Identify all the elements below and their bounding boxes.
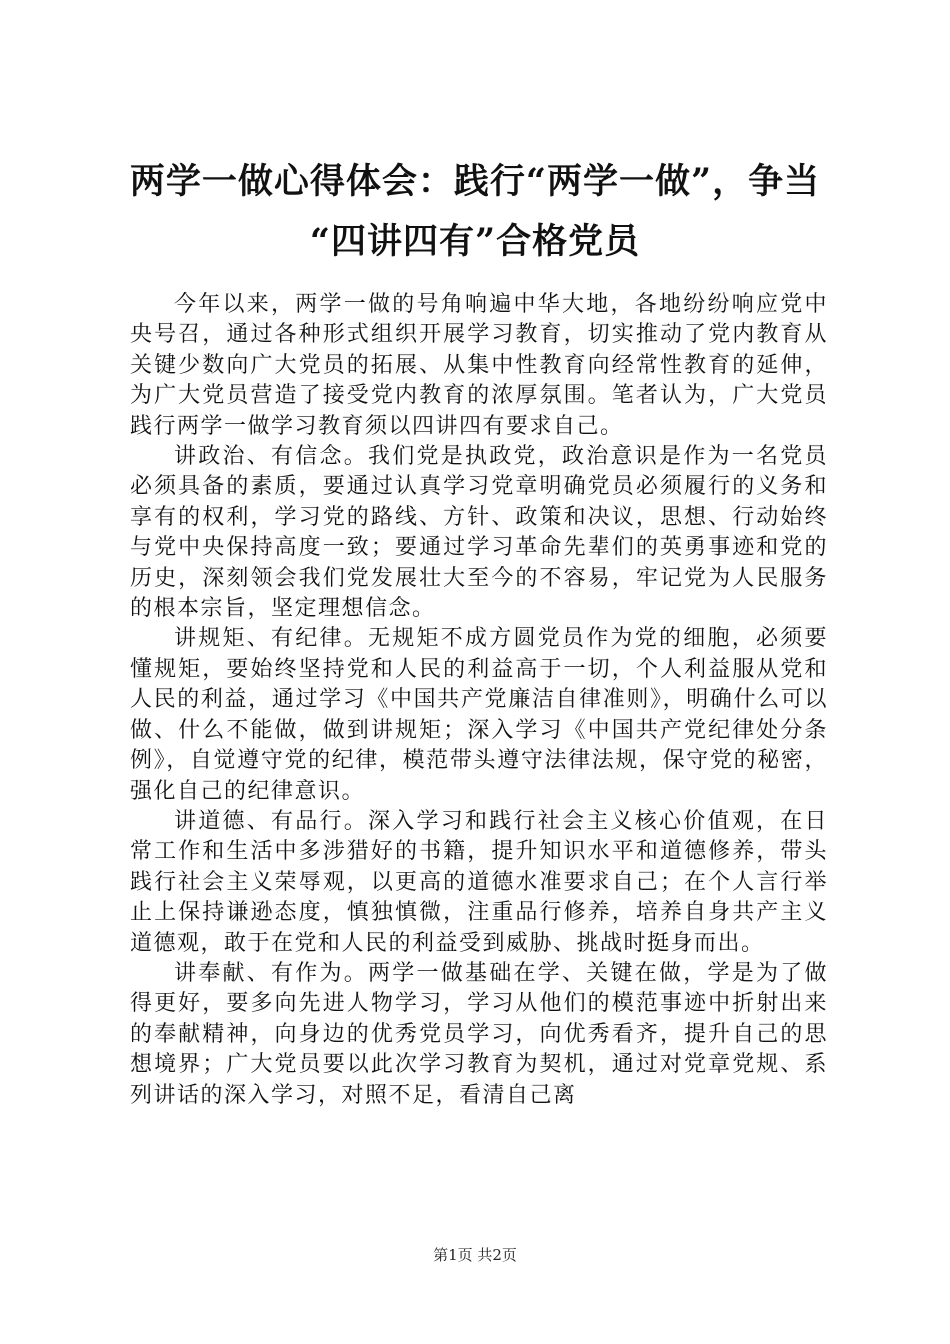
document-title-line-2: “四讲四有”合格党员 <box>309 221 641 262</box>
document-body <box>130 290 828 1111</box>
paragraph-intro: 今年以来，两学一做的号角响遍中华大地，各地纷纷响应党中央号召，通过各种形式组织开展学习教育，切实推动了党内教育从关键少数向广大党员的拓展、从集中性教育向经常性教育的延伸，为广大党员营造了接受党内教育的浓厚氛围。笔者认为，广大党员践行两学一做学习教育须以四讲四有要求自己。 <box>130 292 828 439</box>
page-number-footer: 第1页 共2页 <box>433 1246 517 1264</box>
document-title-line-1: 两学一做心得体会：践行“两学一做”，争当 <box>129 161 821 202</box>
paragraph-dedication: 讲奉献、有作为。两学一做基础在学、关键在做，学是为了做得更好，要多向先进人物学习，学习从他们的模范事迹中折射出来的奉献精神，向身边的优秀党员学习，向优秀看齐，提升自己的思想境界；广大党员要以此次学习教育为契机，通过对党章党规、系列讲话的深入学习，对照不足，看清自己离 <box>130 960 828 1108</box>
paragraph-politics: 讲政治、有信念。我们党是执政党，政治意识是作为一名党员必须具备的素质，要通过认真学习党章明确党员必须履行的义务和享有的权利，学习党的路线、方针、政策和决议，思想、行动始终与党中央保持高度一致；要通过学习革命先辈们的英勇事迹和党的历史，深刻领会我们党发展壮大至今的不容易，牢记党为人民服务的根本宗旨，坚定理想信念。 <box>130 444 828 622</box>
paragraph-rules: 讲规矩、有纪律。无规矩不成方圆党员作为党的细胞，必须要懂规矩，要始终坚持党和人民的利益高于一切，个人利益服从党和人民的利益，通过学习《中国共产党廉洁自律准则》，明确什么可以做、什么不能做，做到讲规矩；深入学习《中国共产党纪律处分条例》，自觉遵守党的纪律，模范带头遵守法律法规，保守党的秘密，强化自己的纪律意识。 <box>130 626 828 804</box>
paragraph-morality: 讲道德、有品行。深入学习和践行社会主义核心价值观，在日常工作和生活中多涉猎好的书籍，提升知识水平和道德修养，带头践行社会主义荣辱观，以更高的道德水准要求自己；在个人言行举止上保持谦逊态度，慎独慎微，注重品行修养，培养自身共产主义道德观，敢于在党和人民的利益受到威胁、挑战时挺身而出。 <box>130 808 828 956</box>
